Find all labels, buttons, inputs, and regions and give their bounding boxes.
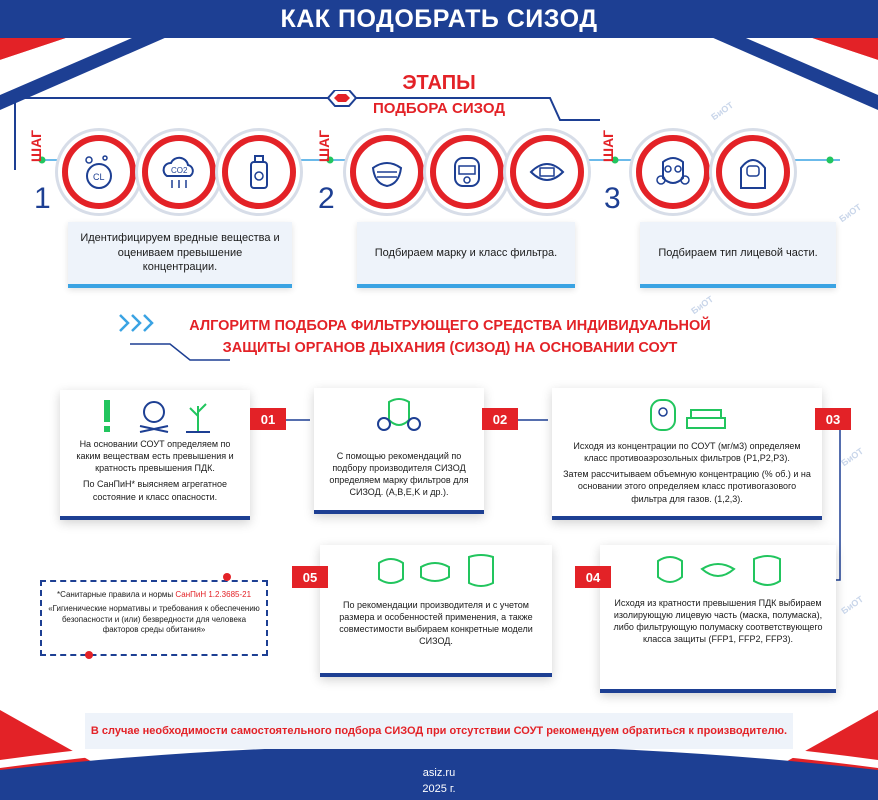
note-dots [220,570,240,590]
step-2-label: ШАГ [316,129,332,162]
stage1-icon-2 [142,135,216,209]
step-3-label: ШАГ [600,129,616,162]
step-01-number: 01 [250,408,286,430]
algorithm-step-04 [600,545,836,693]
step-1-number: 1 [34,182,51,215]
algorithm-step-01 [60,390,250,520]
stage3-icon-2 [716,135,790,209]
mask-types-icon [648,553,788,589]
note-dots-2 [82,648,102,668]
footer-site: asiz.ru [422,767,456,779]
watermark: БиОТ [837,201,864,225]
chlorine-flask-icon [79,152,119,192]
stage-3-text: Подбираем тип лицевой части. [658,246,818,259]
hood-icon [733,152,773,192]
stage2-icon-1 [350,135,424,209]
filter-icons [647,396,727,436]
step-1-label: ШАГ [28,129,44,162]
algorithm-title-line1: АЛГОРИТМ ПОДБОРА ФИЛЬТРУЮЩЕГО СРЕДСТВА ИНДИВИДУАЛЬНОЙ [189,318,711,334]
step-04-text-1: Исходя из кратности превышения ПДК выбираем изолирующую лицевую часть (маска, полумаска), либо фильтрующую полумаску соответствующего класса защиты (FFP1, FFP2, FFP3). [613,598,823,645]
co2-cloud-icon [159,152,199,192]
stage-2-text: Подбираем марку и класс фильтра. [374,246,558,259]
algorithm-step-03 [552,388,822,520]
svg-text:CO2: CO2 [171,166,188,175]
watermark: БиОТ [689,293,716,317]
watermark: БиОТ [839,445,866,469]
footer-year: 2025 г. [422,783,456,795]
gas-mask-icon [653,152,693,192]
sanpin-footnote [40,580,268,656]
step-2-number: 2 [318,182,335,215]
full-face-mask-icon [447,152,487,192]
filter-cartridge-icon [651,400,675,430]
stage1-icon-3 [222,135,296,209]
step-02-text-1: С помощью рекомендаций по подбору производителя СИЗОД определяем марку фильтров для СИЗОД. (A,B,E,K и др.). [329,451,469,498]
step-04-number: 04 [575,566,611,588]
footnote-body: «Гигиенические нормативы и требования к обеспечению безопасности и (или) безвредности для человека факторов среды обитания» [48,603,260,635]
footnote-code: СанПиН 1.2.3685-21 [175,590,252,599]
step-05-text-1: По рекомендации производителя и с учетом размера и особенностей применения, а также совместимости выбираем конкретные модели СИЗОД. [339,600,533,647]
watermark: БиОТ [709,99,736,123]
stage-3-card [640,222,836,288]
svg-text:CL: CL [93,172,105,182]
step-02-number: 02 [482,408,518,430]
filter-block-icon [687,410,725,428]
skull-icon [140,402,168,432]
dead-tree-icon [186,404,210,432]
step-3-number: 3 [604,182,621,215]
chemical-bottle-icon [239,152,279,192]
stage-2-card [357,222,575,288]
algorithm-step-02 [314,388,484,514]
respirator-set-icon [371,553,501,589]
recommendation-text: В случае необходимости самостоятельного подбора СИЗОД при отсутствии СОУТ рекомендуем обратиться к производителю. [90,725,788,737]
step-01-text-1: На основании СОУТ определяем по каким веществам есть превышения и кратность превышения ПДК. [76,439,234,474]
stage-1-card [68,222,292,288]
exclamation-icon [104,400,110,432]
stage3-icon-1 [636,135,710,209]
stage1-icon-1 [62,135,136,209]
filter-mask-icon [527,152,567,192]
step-05-number: 05 [292,566,328,588]
stages-subtitle: ПОДБОРА СИЗОД [372,100,506,117]
footnote-prefix: *Санитарные правила и нормы [56,590,176,599]
half-mask-icon [367,152,407,192]
recommendation-banner [85,713,793,749]
step-03-text-1: Исходя из концентрации по СОУТ (мг/м3) определяем класс противоаэрозольных фильтров (P1,P2,P3). [573,441,801,464]
watermark: БиОТ [839,593,866,617]
heading-underline [130,340,650,368]
stage-1-text: Идентифицируем вредные вещества и оцениваем превышение концентрации. [80,231,280,274]
stages-title: ЭТАПЫ [402,72,476,94]
step-03-number: 03 [815,408,851,430]
page-title: КАК ПОДОБРАТЬ СИЗОД [280,5,598,33]
algorithm-title-line2: ЗАЩИТЫ ОРГАНОВ ДЫХАНИЯ (СИЗОД) НА ОСНОВАНИИ СОУТ [222,340,678,357]
stage2-icon-2 [430,135,504,209]
step-01-text-2: По СанПиН* выясняем агрегатное состояние и класс опасности. [82,479,227,502]
hazard-icons [90,398,220,434]
respirator-icon [374,396,424,436]
algorithm-step-05 [320,545,552,677]
stage2-icon-3 [510,135,584,209]
step-03-text-2: Затем рассчитываем объемную концентрацию (% об.) и на основании этого определяем класс противогазового фильтра для газов. (1,2,3). [563,469,811,504]
